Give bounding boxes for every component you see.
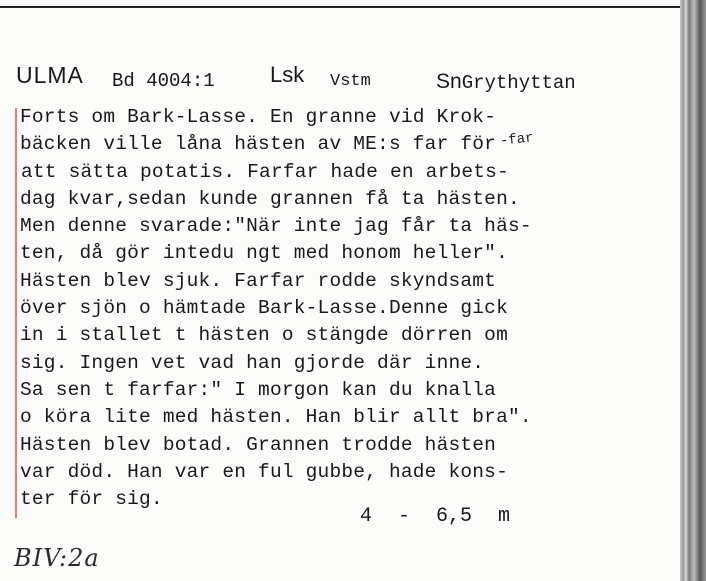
text-line: o köra lite med hästen. Han blir allt bra". (20, 406, 532, 429)
insertion-note: -far (499, 130, 535, 150)
text-line: Men denne svarade:"När inte jag får ta häs- (20, 215, 532, 238)
text-line: Hästen blev sjuk. Farfar rodde skyndsamt (20, 269, 497, 292)
card-header (0, 62, 680, 102)
top-rule (0, 6, 690, 8)
landskap-label: Lsk (270, 62, 305, 87)
handwritten-code: BIV:2a (14, 544, 100, 572)
socken-field (436, 70, 576, 94)
archive-name: ULMA (16, 62, 84, 88)
text-line: att sätta potatis. Farfar hade en arbets- (21, 160, 509, 183)
text-line: Forts om Bark-Lasse. En granne vid Krok- (20, 106, 497, 128)
text-line: Sa sen t farfar:" I morgon kan du knalla (20, 378, 497, 401)
text-line: in i stallet t hästen o stängde dörren om (20, 324, 508, 347)
text-line: över sjön o hämtade Bark-Lasse.Denne gick (20, 297, 508, 320)
socken-label: Sn (436, 70, 462, 93)
card-edge-shadow (680, 0, 706, 581)
landskap-value: Vstm (330, 72, 371, 91)
text-line: Hästen blev botad. Grannen trodde hästen (20, 433, 497, 456)
socken-value: Grythyttan (461, 72, 576, 94)
measure-note: 4 - 6,5 m (360, 505, 511, 528)
text-line: var död. Han var en ful gubbe, hade kons- (20, 460, 508, 483)
text-line: sig. Ingen vet vad han gjorde där inne. (20, 351, 485, 374)
text-line: ter för sig. (20, 488, 163, 511)
volume-ref: Bd 4004:1 (112, 70, 215, 92)
text-line: dag kvar,sedan kunde grannen få ta hästen. (20, 187, 520, 210)
card-body (20, 104, 620, 513)
margin-line (15, 108, 17, 518)
text-line: ten, då gör intedu ngt med honom heller". (20, 242, 508, 265)
text-line: bäcken ville låna hästen av ME:s far för (20, 133, 497, 156)
